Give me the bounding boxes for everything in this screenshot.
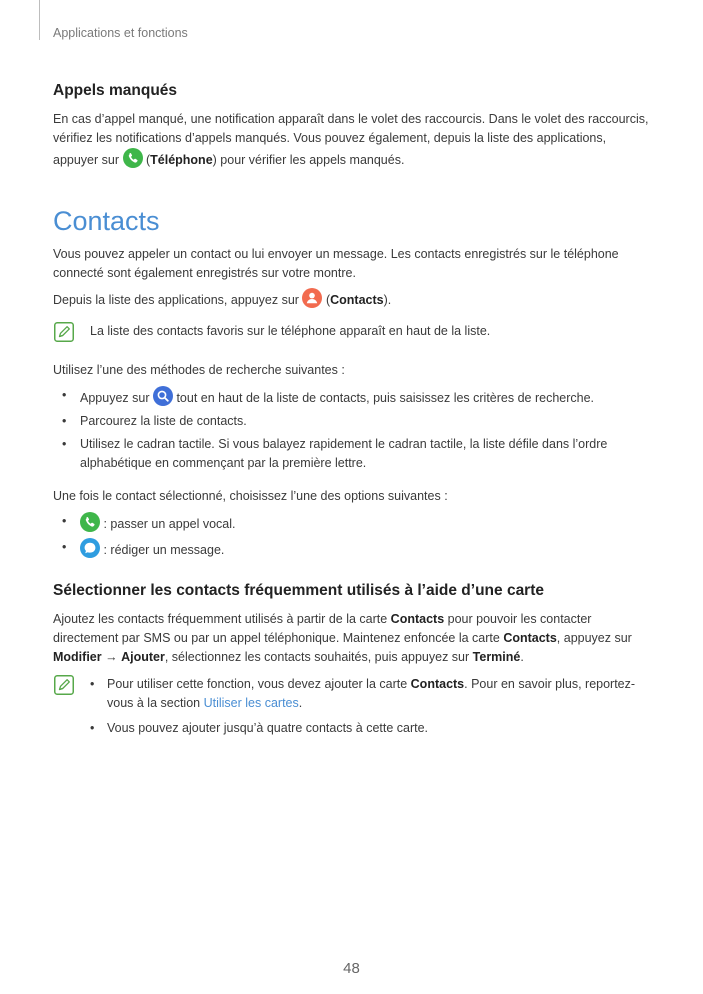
missed-calls-title: Appels manqués	[53, 82, 178, 99]
margin-line	[39, 0, 40, 40]
search-intro: Utilisez l’une des méthodes de recherche suivantes :	[53, 363, 345, 377]
note-frequent	[53, 675, 653, 738]
list-item: • : passer un appel vocal.	[53, 512, 653, 534]
list-item: • Utilisez le cadran tactile. Si vous balayez rapidement le cadran tactile, la liste défile dans l’ordre alphabétique en commençant par la première lettre.	[53, 435, 653, 473]
missed-calls-text: En cas d’appel manqué, une notification apparaît dans le volet des raccourcis. Dans le volet des raccourcis, vérifiez les notifications d’appels manqués. Vous pouvez également, depuis la liste des applications, appuyer sur (Téléphone) pour vérifier les appels manqués.	[53, 112, 649, 167]
page-content	[53, 82, 653, 758]
list-item: • Vous pouvez ajouter jusqu’à quatre contacts à cette carte.	[90, 719, 653, 738]
frequent-contacts-title: Sélectionner les contacts fréquemment utilisés à l’aide d’une carte	[53, 582, 544, 599]
page-number: 48	[343, 960, 360, 977]
options-intro: Une fois le contact sélectionné, choisissez l’une des options suivantes :	[53, 489, 448, 503]
message-icon	[80, 538, 100, 558]
list-item: • Appuyez sur tout en haut de la liste de contacts, puis saisissez les critères de recherche.	[53, 386, 653, 408]
link-use-cards[interactable]: Utiliser les cartes	[203, 696, 299, 710]
contacts-title: Contacts	[53, 206, 160, 236]
note-icon	[54, 675, 74, 695]
options-list	[53, 512, 653, 560]
note-list	[90, 675, 653, 738]
phone-app-icon	[123, 148, 143, 168]
contacts-intro: Vous pouvez appeler un contact ou lui envoyer un message. Les contacts enregistrés sur le téléphone connecté sont également enregistrés sur votre montre.	[53, 247, 619, 280]
list-item: • : rédiger un message.	[53, 538, 653, 560]
note-icon	[54, 322, 74, 342]
search-icon	[153, 386, 173, 406]
contacts-launch: Depuis la liste des applications, appuyez sur (Contacts).	[53, 288, 653, 310]
contacts-app-icon	[302, 288, 322, 308]
list-item: • Pour utiliser cette fonction, vous devez ajouter la carte Contacts. Pour en savoir plus, reportez-vous à la section Utiliser les cartes.	[90, 675, 653, 713]
search-methods-list	[53, 386, 653, 473]
frequent-contacts-text: Ajoutez les contacts fréquemment utilisés à partir de la carte Contacts pour pouvoir les contacter directement par SMS ou par un appel téléphonique. Maintenez enfoncée la carte Contacts, appuyez sur Modifier → Ajouter, sélectionnez les contacts souhaités, puis appuyez sur Terminé.	[53, 612, 632, 664]
list-item: • Parcourez la liste de contacts.	[53, 412, 653, 431]
call-icon	[80, 512, 100, 532]
note-favorites: La liste des contacts favoris sur le téléphone apparaît en haut de la liste.	[53, 322, 653, 341]
contacts-label: Contacts	[330, 293, 384, 307]
section-header: Applications et fonctions	[53, 26, 188, 40]
phone-label: Téléphone	[150, 153, 213, 167]
